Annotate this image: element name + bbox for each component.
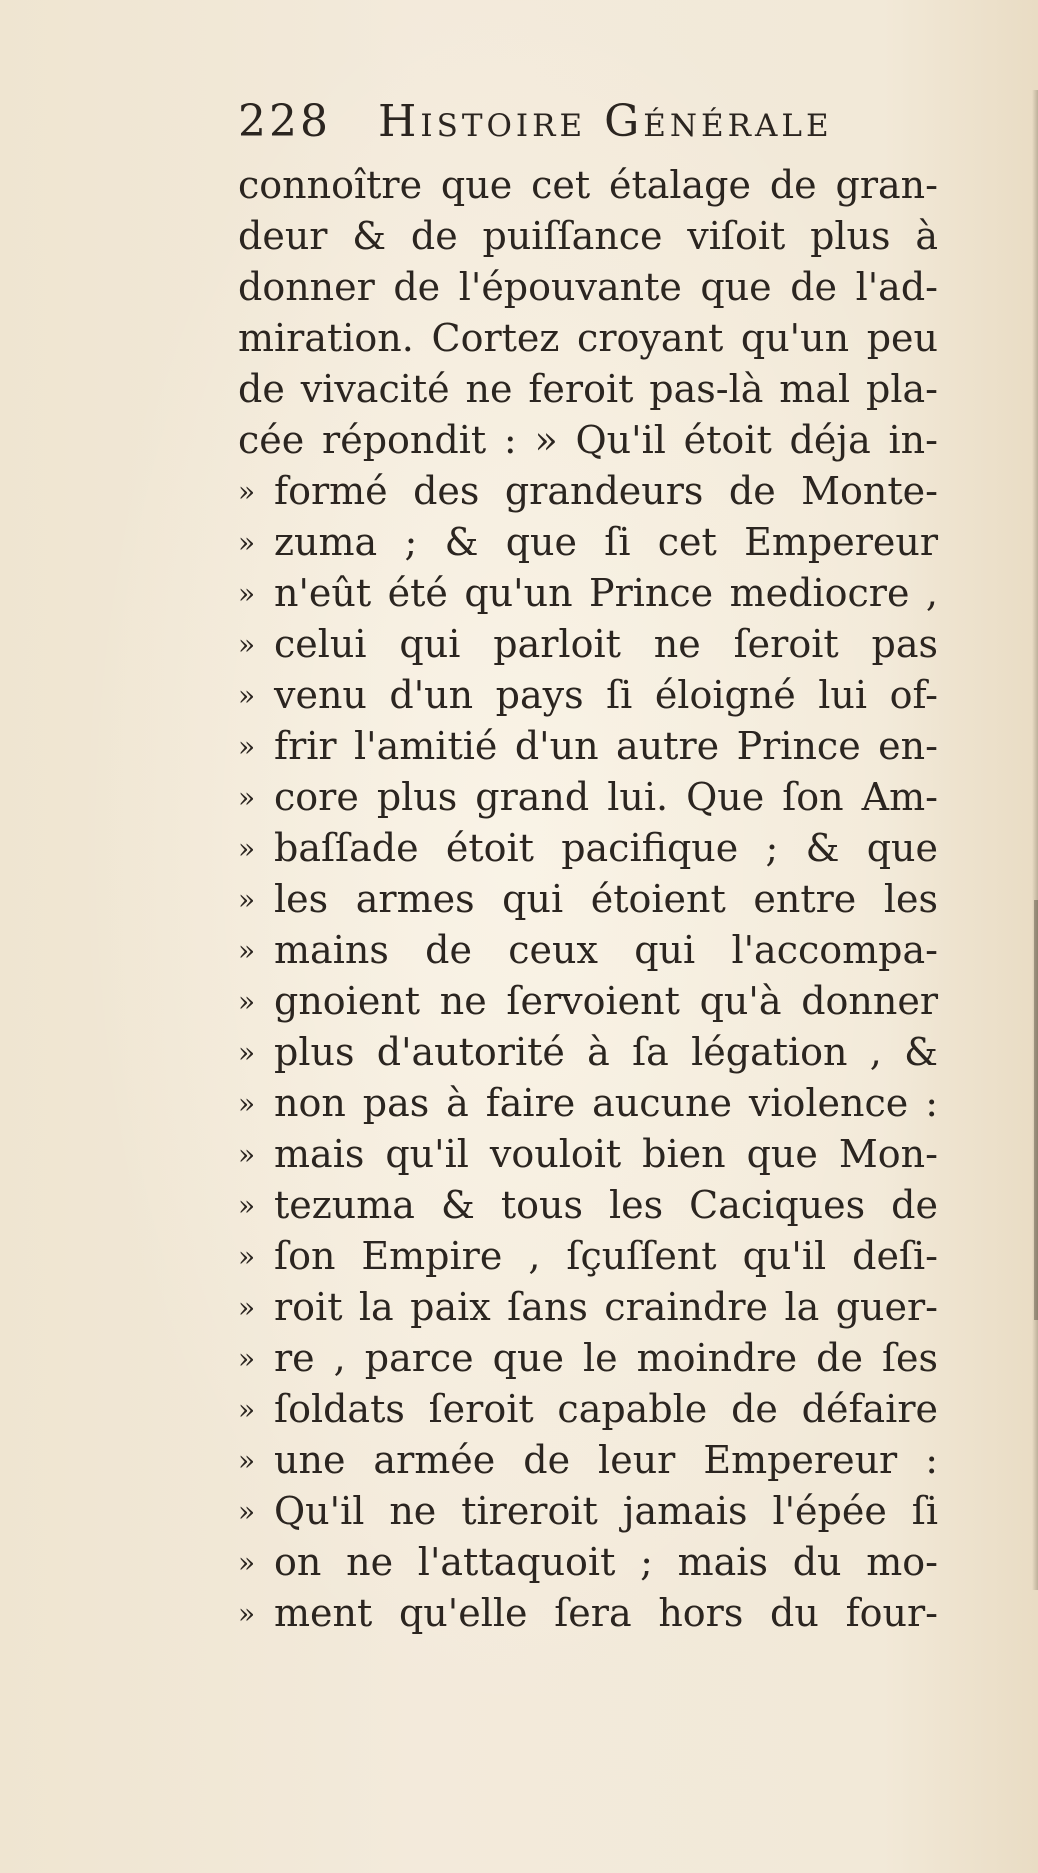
- text-line: [238, 976, 938, 1027]
- line-text: ſon Empire , ſçuſſent qu'il deſi-: [274, 1234, 938, 1278]
- quote-mark: »: [238, 1036, 256, 1069]
- text-line: [238, 1486, 938, 1537]
- line-text: une armée de leur Empereur :: [274, 1438, 938, 1482]
- line-text: ment qu'elle ſera hors du four-: [274, 1591, 938, 1635]
- line-text: mais qu'il vouloit bien que Mon-: [274, 1132, 938, 1176]
- line-text: deur & de puiſſance viſoit plus à: [238, 214, 938, 258]
- line-text: ſoldats ſeroit capable de défaire: [274, 1387, 938, 1431]
- text-line: [238, 772, 938, 823]
- text-line: [238, 823, 938, 874]
- text-line: [238, 874, 938, 925]
- text-line: [238, 313, 938, 364]
- text-line: [238, 364, 938, 415]
- facing-page-edge: [1034, 900, 1038, 1320]
- quote-mark: »: [238, 781, 256, 814]
- quote-mark: »: [238, 1342, 256, 1375]
- text-line: [238, 925, 938, 976]
- page-header: [238, 96, 938, 152]
- line-text: n'eût été qu'un Prince mediocre ,: [274, 571, 938, 615]
- quote-mark: »: [238, 1393, 256, 1426]
- line-text: Qu'il ne tireroit jamais l'épée ſi: [274, 1489, 938, 1533]
- quote-mark: »: [238, 1546, 256, 1579]
- text-line: [238, 466, 938, 517]
- quote-mark: »: [238, 1087, 256, 1120]
- page-number: 228: [238, 96, 331, 147]
- quote-mark: »: [238, 679, 256, 712]
- line-text: plus d'autorité à ſa légation , &: [274, 1030, 938, 1074]
- text-line: [238, 619, 938, 670]
- line-text: miration. Cortez croyant qu'un peu: [238, 316, 938, 360]
- text-line: [238, 160, 938, 211]
- text-line: [238, 1129, 938, 1180]
- line-text: baſſade étoit pacifique ; & que: [274, 826, 938, 870]
- line-text: re , parce que le moindre de ſes: [274, 1336, 938, 1380]
- line-text: connoître que cet étalage de gran-: [238, 163, 938, 207]
- line-text: zuma ; & que ſi cet Empereur: [274, 520, 938, 564]
- text-line: [238, 1078, 938, 1129]
- quote-mark: »: [238, 985, 256, 1018]
- quote-mark: »: [238, 1138, 256, 1171]
- text-line: [238, 1180, 938, 1231]
- line-text: cée répondit : » Qu'il étoit déja in-: [238, 418, 938, 462]
- text-line: [238, 1282, 938, 1333]
- line-text: mains de ceux qui l'accompa-: [274, 928, 938, 972]
- line-text: non pas à faire aucune violence :: [274, 1081, 938, 1125]
- line-text: de vivacité ne feroit pas-là mal pla-: [238, 367, 938, 411]
- line-text: core plus grand lui. Que ſon Am-: [274, 775, 938, 819]
- quote-mark: »: [238, 832, 256, 865]
- text-line: [238, 1384, 938, 1435]
- text-line: [238, 1231, 938, 1282]
- quote-mark: »: [238, 475, 256, 508]
- quote-mark: »: [238, 1495, 256, 1528]
- text-line: [238, 1333, 938, 1384]
- text-line: [238, 1435, 938, 1486]
- line-text: venu d'un pays ſi éloigné lui of-: [274, 673, 938, 717]
- line-text: formé des grandeurs de Monte-: [274, 469, 938, 513]
- line-text: roit la paix ſans craindre la guer-: [274, 1285, 938, 1329]
- line-text: gnoient ne ſervoient qu'à donner: [274, 979, 938, 1023]
- quote-mark: »: [238, 1240, 256, 1273]
- text-line: [238, 1027, 938, 1078]
- running-title: Histoire Générale: [377, 96, 833, 147]
- line-text: les armes qui étoient entre les: [274, 877, 938, 921]
- text-line: [238, 568, 938, 619]
- quote-mark: »: [238, 628, 256, 661]
- text-line: [238, 670, 938, 721]
- quote-mark: »: [238, 934, 256, 967]
- quote-mark: »: [238, 883, 256, 916]
- text-line: [238, 415, 938, 466]
- quote-mark: »: [238, 730, 256, 763]
- quote-mark: »: [238, 577, 256, 610]
- quote-mark: »: [238, 1444, 256, 1477]
- text-line: [238, 262, 938, 313]
- body-text: [238, 160, 938, 1639]
- line-text: tezuma & tous les Caciques de: [274, 1183, 938, 1227]
- text-line: [238, 1537, 938, 1588]
- line-text: on ne l'attaquoit ; mais du mo-: [274, 1540, 938, 1584]
- text-line: [238, 517, 938, 568]
- page-edge-shadow: [1032, 90, 1038, 1590]
- text-line: [238, 1588, 938, 1639]
- text-line: [238, 721, 938, 772]
- line-text: celui qui parloit ne ſeroit pas: [274, 622, 938, 666]
- text-line: [238, 211, 938, 262]
- line-text: frir l'amitié d'un autre Prince en-: [274, 724, 938, 768]
- quote-mark: »: [238, 526, 256, 559]
- quote-mark: »: [238, 1597, 256, 1630]
- quote-mark: »: [238, 1291, 256, 1324]
- quote-mark: »: [238, 1189, 256, 1222]
- line-text: donner de l'épouvante que de l'ad-: [238, 265, 938, 309]
